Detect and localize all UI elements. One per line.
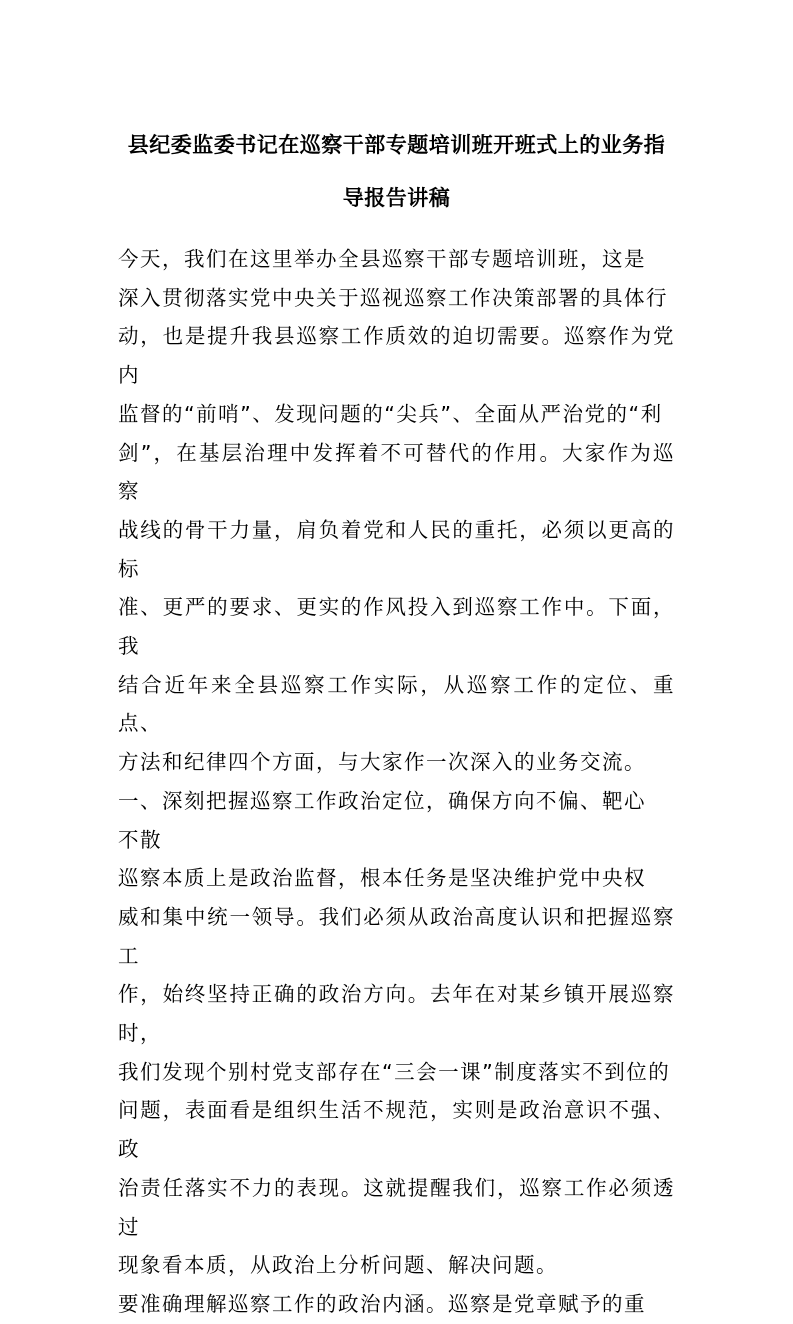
document-body: 今天，我们在这里举办全县巡察干部专题培训班，这是 深入贯彻落实党中央关于巡视巡察工作决策部署的具体行 动，也是提升我县巡察工作质效的迫切需要。巡察作为党内 监督的“前哨”、发现问题的“尖兵”、全面从严治党的“利 剑”，在基层治理中发挥着不可替代的作用。大家作为巡察 战线的骨干力量，肩负着党和人民的重托，必须以更高的标 准、更严的要求、更实的作风投入到巡察工作中。下面，我 结合近年来全县巡察工作实际，从巡察工作的定位、重点、 方法和纪律四个方面，与大家作一次深入的业务交流。 一、深刻把握巡察工作政治定位，确保方向不偏、靶心 不散 巡察本质上是政治监督，根本任务是坚决维护党中央权 威和集中统一领导。我们必须从政治高度认识和把握巡察工 作，始终坚持正确的政治方向。去年在对某乡镇开展巡察时， 我们发现个别村党支部存在“三会一课”制度落实不到位的 问题，表面看是组织生活不规范，实则是政治意识不强、政 治责任落实不力的表现。这就提醒我们，巡察工作必须透过 现象看本质，从政治上分析问题、解决问题。 要准确理解巡察工作的政治内涵。巡察是党章赋予的重	[118, 247, 675, 1316]
document-title-line-2: 导报告讲稿	[342, 186, 451, 210]
document-title-line-1: 县纪委监委书记在巡察干部专题培训班开班式上的业务指	[127, 133, 666, 157]
